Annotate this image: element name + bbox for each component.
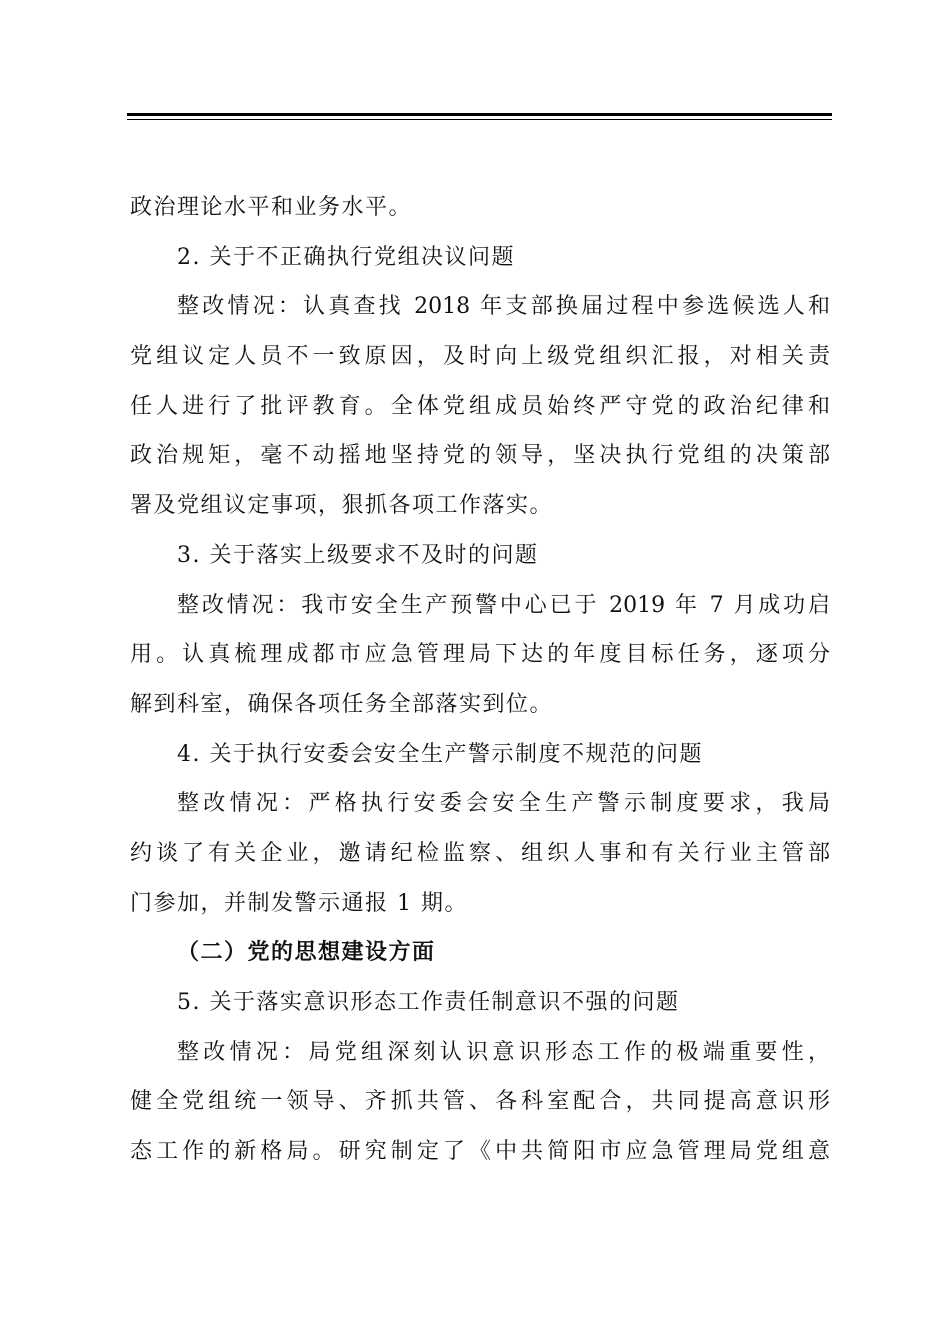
text-line: 整改情况：严格执行安委会安全生产警示制度要求，我局 xyxy=(177,791,830,817)
text-line: 态工作的新格局。研究制定了《中共简阳市应急管理局党组意 xyxy=(130,1139,830,1165)
item-heading-2 xyxy=(130,233,830,283)
section-heading-text: （二）党的思想建设方面 xyxy=(177,939,436,966)
text-line: 政治规矩，毫不动摇地坚持党的领导，坚决执行党组的决策部 xyxy=(130,443,830,469)
header-rule-thin xyxy=(127,119,832,120)
text-line: 用。认真梳理成都市应急管理局下达的年度目标任务，逐项分 xyxy=(130,642,830,668)
paragraph-rectification-4 xyxy=(130,779,830,928)
item-heading-text: 4. 关于执行安委会安全生产警示制度不规范的问题 xyxy=(177,741,703,767)
paragraph-rectification-3 xyxy=(130,581,830,730)
item-heading-text: 3. 关于落实上级要求不及时的问题 xyxy=(177,542,539,568)
text-line: 解到科室，确保各项任务全部落实到位。 xyxy=(130,691,554,717)
item-heading-text: 2. 关于不正确执行党组决议问题 xyxy=(177,244,515,270)
text-line: 健全党组统一领导、齐抓共管、各科室配合，共同提高意识形 xyxy=(130,1089,830,1115)
paragraph-rectification-5 xyxy=(130,1028,830,1177)
item-heading-text: 5. 关于落实意识形态工作责任制意识不强的问题 xyxy=(177,990,680,1015)
text-line: 门参加，并制发警示通报 1 期。 xyxy=(130,890,468,916)
item-heading-5 xyxy=(130,978,830,1028)
item-heading-4 xyxy=(130,730,830,780)
document-body xyxy=(130,183,830,1177)
text-line: 党组议定人员不一致原因，及时向上级党组织汇报，对相关责 xyxy=(130,344,830,370)
text-line: 约谈了有关企业，邀请纪检监察、组织人事和有关行业主管部 xyxy=(130,840,830,866)
header-rule-thick xyxy=(127,113,832,116)
paragraph-rectification-2 xyxy=(130,282,830,530)
item-heading-3 xyxy=(130,531,830,581)
text-line: 整改情况：认真查找 2018 年支部换届过程中参选候选人和 xyxy=(177,294,830,320)
text-line: 政治理论水平和业务水平。 xyxy=(130,195,413,220)
text-line: 署及党组议定事项，狠抓各项工作落实。 xyxy=(130,493,554,519)
text-line: 整改情况：我市安全生产预警中心已于 2019 年 7 月成功启 xyxy=(177,592,830,618)
paragraph-continued xyxy=(130,183,830,233)
text-line: 任人进行了批评教育。全体党组成员始终严守党的政治纪律和 xyxy=(130,393,830,419)
section-heading-2 xyxy=(130,928,830,978)
text-line: 整改情况：局党组深刻认识意识形态工作的极端重要性， xyxy=(177,1039,830,1065)
